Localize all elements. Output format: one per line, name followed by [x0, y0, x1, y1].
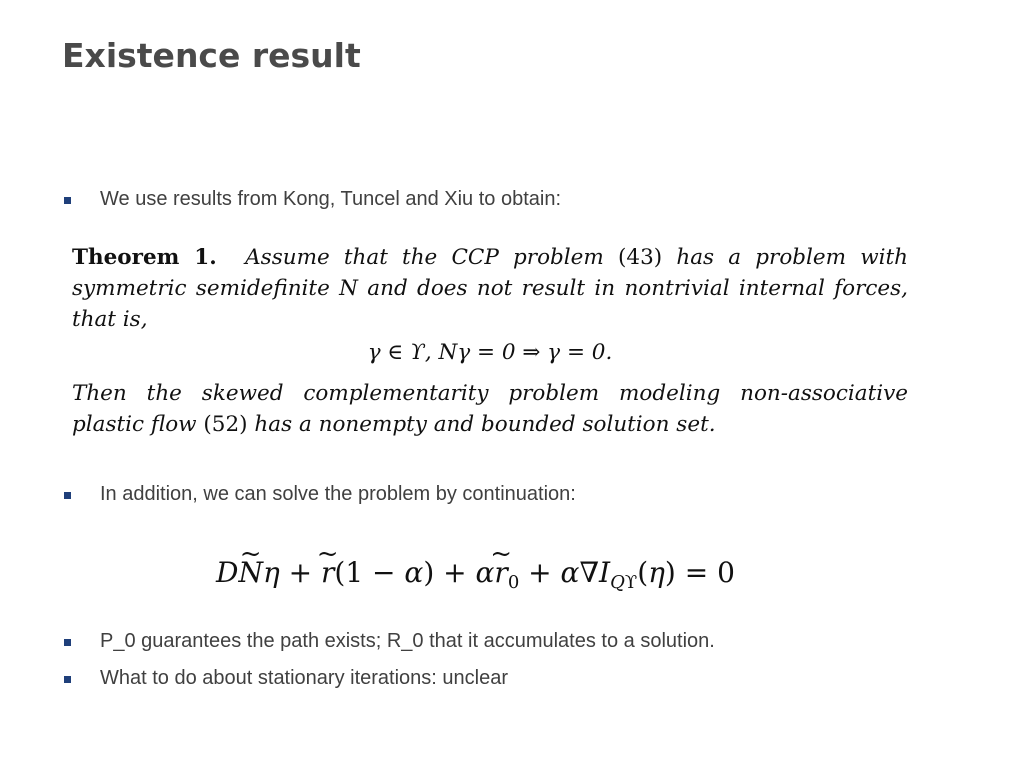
bullet-item	[64, 667, 508, 690]
theorem-text-part: has a problem with symmetric semidefinite N and does not result in nontrivial internal forces, that is,	[72, 245, 908, 332]
bullet-item	[64, 630, 715, 653]
bullet-text: In addition, we can solve the problem by continuation:	[100, 483, 576, 505]
theorem-display-math: γ ∈ ϒ, Nγ = 0 ⇒ γ = 0.	[367, 340, 613, 365]
square-bullet-icon	[64, 197, 71, 204]
square-bullet-icon	[64, 676, 71, 683]
theorem-text-part: Then the skewed complementarity problem modeling non-associative plastic flow	[72, 381, 908, 437]
theorem-block	[72, 242, 908, 440]
theorem-text-part: Assume that the CCP problem	[245, 245, 604, 270]
continuation-equation: D~ Nη + ~ r(1 − α) + α~ $r_0 + \alpha\nabla I_{Qϒ}(\eta) = 0$	[216, 556, 735, 589]
bullet-item	[64, 188, 561, 211]
theorem-text-part: has a nonempty and bounded solution set.	[254, 412, 716, 437]
square-bullet-icon	[64, 492, 71, 499]
theorem-label: Theorem 1.	[72, 245, 217, 270]
theorem-statement	[72, 242, 908, 335]
theorem-conclusion	[72, 378, 908, 440]
bullet-text: What to do about stationary iterations: unclear	[100, 667, 509, 689]
equation-reference: (52)	[203, 412, 248, 437]
slide-title: Existence result	[62, 36, 361, 75]
bullet-text: P_0 guarantees the path exists; R_0 that it accumulates to a solution.	[100, 630, 715, 652]
square-bullet-icon	[64, 639, 71, 646]
bullet-text: We use results from Kong, Tuncel and Xiu to obtain:	[100, 188, 561, 210]
equation-reference: (43)	[618, 245, 663, 270]
bullet-item	[64, 483, 576, 506]
